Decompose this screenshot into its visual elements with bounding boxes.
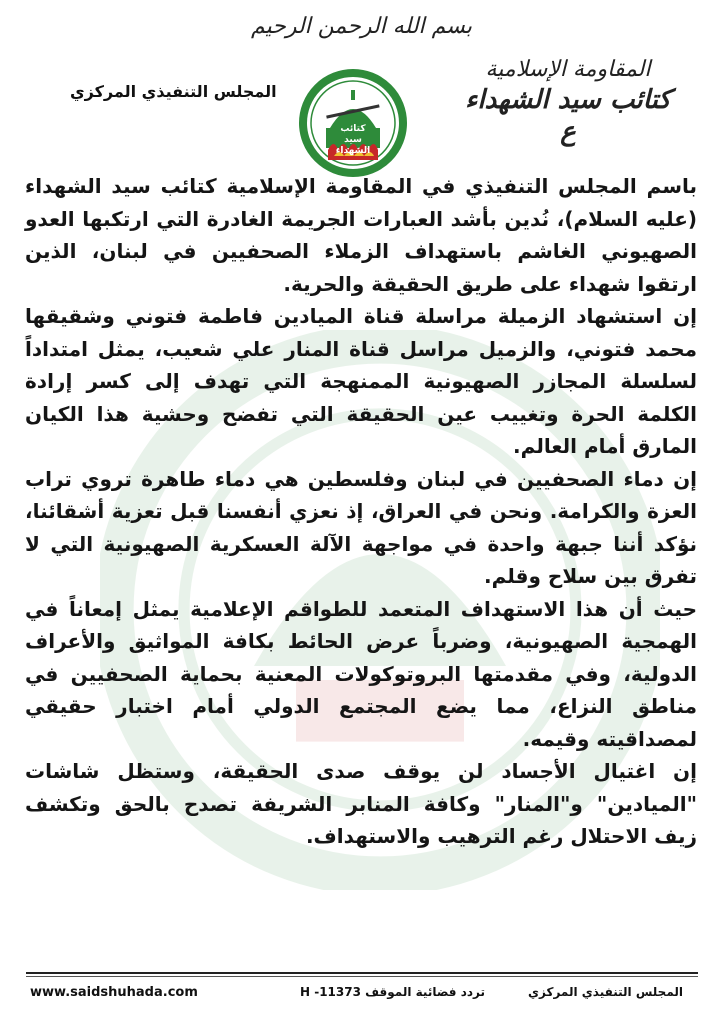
paragraph: إن دماء الصحفيين في لبنان وفلسطين هي دماء طاهرة تروي تراب العزة والكرامة. ونحن في العراق، إذ نعزي أنفسنا قبل تعزية أشقائنا، نؤكد أننا جبهة واحدة في مواجهة الآلة العسكرية الصهيونية التي لا تفرق بين سلاح وقلم. — [25, 466, 697, 588]
paragraph: باسم المجلس التنفيذي في المقاومة الإسلامية كتائب سيد الشهداء (عليه السلام)، نُدين بأشد العبارات الجريمة الغادرة التي ارتكبها العدو الصهيوني الغاشم باستهداف الزملاء الصحفيين في لبنان، الذين ارتقوا شهداء على طريق الحقيقة والحرية. — [25, 174, 697, 296]
statement-body — [25, 170, 697, 853]
paragraph: إن استشهاد الزميلة مراسلة قناة الميادين فاطمة فتوني وشقيقها محمد فتوني، والزميل مراسل قناة المنار علي شعيب، يمثل امتداداً لسلسلة المجازر الصهيونية الممنهجة التي تهدف إلى كسر إرادة الكلمة الحرة وتغييب عين الحقيقة التي تفضح وحشية هذا الكيان المارق أمام العالم. — [25, 304, 697, 458]
emblem-logo-icon — [298, 68, 408, 178]
footer-divider — [26, 972, 698, 974]
footer-council-name: المجلس التنفيذي المركزي — [528, 985, 683, 999]
council-title: المجلس التنفيذي المركزي — [70, 82, 277, 101]
basmala: بسم الله الرحمن الرحيم — [250, 14, 473, 39]
emblem-text-1: كتائب — [340, 124, 366, 134]
paragraph: إن اغتيال الأجساد لن يوقف صدى الحقيقة، وستظل شاشات "الميادين" و"المنار" وكافة المنابر الشريفة تصدح بالحق وتكشف زيف الاحتلال رغم الترهيب والاستهداف. — [25, 759, 697, 848]
emblem-label — [326, 124, 380, 156]
footer-divider-thin — [26, 976, 698, 977]
footer-website-link[interactable]: www.saidshuhada.com — [30, 985, 198, 1000]
organization-name — [453, 56, 683, 149]
org-name-line1: المقاومة الإسلامية — [485, 57, 651, 82]
paragraph: حيث أن هذا الاستهداف المتعمد للطواقم الإعلامية يمثل إمعاناً في الهمجية الصهيونية، وضرباً عرض الحائط بكافة المواثيق والأعراف الدولية، وفي مقدمتها البروتوكولات المعنية بحماية الصحفيين في مناطق النزاع، مما يضع المجتمع الدولي أمام اختبار حقيقي لمصداقيته وقيمه. — [25, 596, 697, 751]
org-name-line2: كتائب سيد الشهداء ع — [465, 84, 671, 147]
emblem-text-2: سيد الشهداء — [335, 134, 371, 156]
footer-frequency: تردد فضائية الموقف H -11373 — [300, 985, 485, 999]
